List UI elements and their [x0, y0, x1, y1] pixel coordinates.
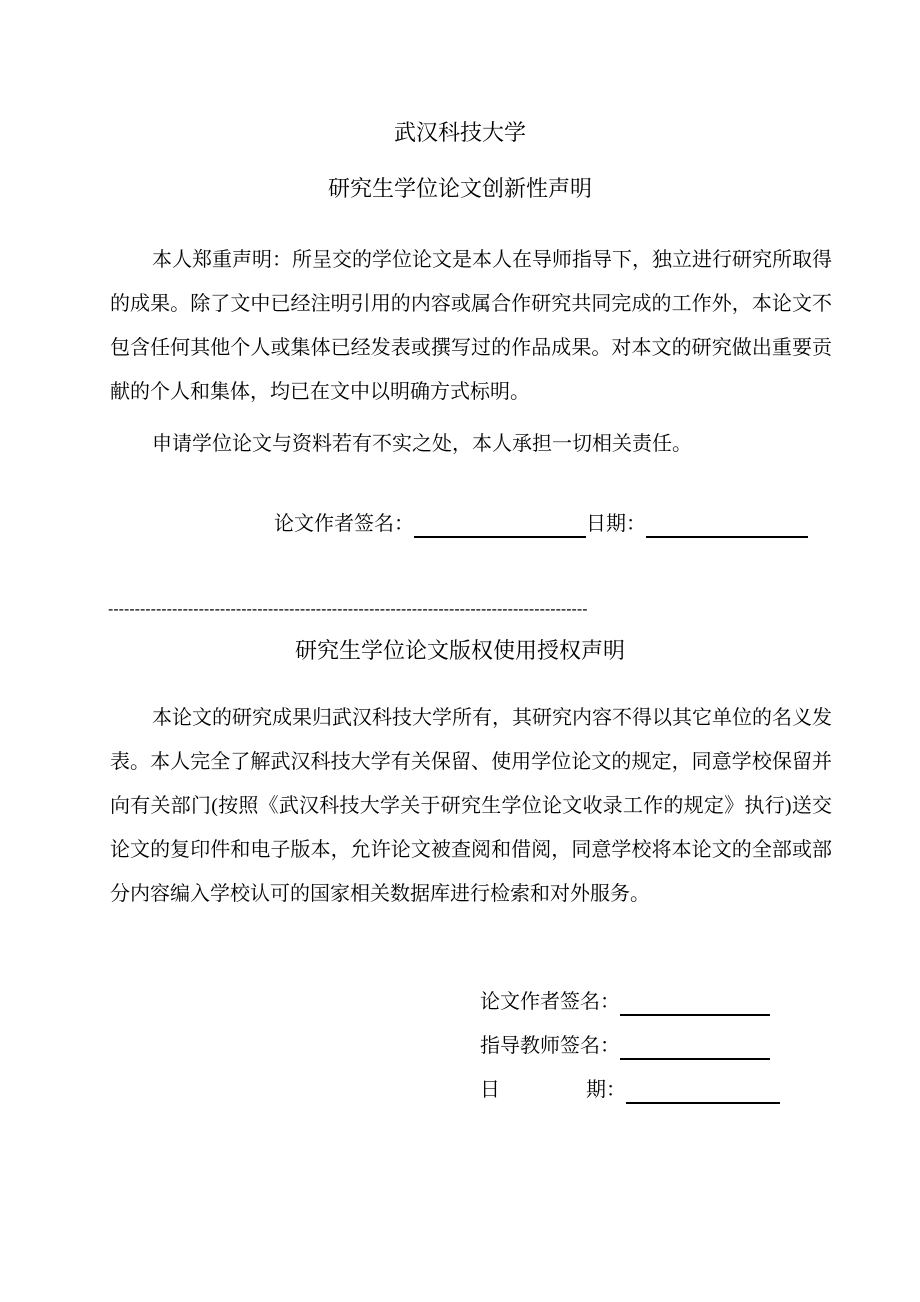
authorization-date-row [480, 1076, 780, 1104]
authorization-date-field[interactable] [626, 1080, 780, 1104]
authorization-date-label-right: 期： [586, 1079, 626, 1101]
author-signature-field[interactable] [414, 514, 586, 538]
section-divider: ------------------------------------------------------------------------------------------ [108, 601, 588, 618]
authorization-author-row [480, 988, 770, 1016]
authorization-advisor-row [480, 1032, 770, 1060]
declaration-signature-row [274, 510, 808, 538]
copyright-authorization-title: 研究生学位论文版权使用授权声明 [294, 638, 625, 663]
originality-declaration-paragraph: 本人郑重声明：所呈交的学位论文是本人在导师指导下，独立进行研究所取得的成果。除了文中已经注明引用的内容或属合作研究共同完成的工作外，本论文不包含任何其他个人或集体已经发表或撰写过的作品成果。对本文的研究做出重要贡献的个人和集体，均已在文中以明确方式标明。 [110, 249, 832, 403]
authorization-author-signature-field[interactable] [620, 992, 770, 1016]
advisor-signature-label: 指导教师签名： [480, 1035, 620, 1057]
author-signature-label: 论文作者签名： [274, 513, 414, 535]
university-name: 武汉科技大学 [393, 120, 526, 145]
authorization-author-signature-label: 论文作者签名： [480, 991, 620, 1013]
originality-declaration-title: 研究生学位论文创新性声明 [327, 176, 592, 201]
advisor-signature-field[interactable] [620, 1036, 770, 1060]
responsibility-paragraph: 申请学位论文与资料若有不实之处，本人承担一切相关责任。 [152, 433, 692, 455]
authorization-date-label-left: 日 [480, 1079, 500, 1101]
copyright-authorization-paragraph: 本论文的研究成果归武汉科技大学所有，其研究内容不得以其它单位的名义发表。本人完全了解武汉科技大学有关保留、使用学位论文的规定，同意学校保留并向有关部门(按照《武汉科技大学关于研究生学位论文收录工作的规定》执行)送交论文的复印件和电子版本，允许论文被查阅和借阅，同意学校将本论文的全部或部分内容编入学校认可的国家相关数据库进行检索和对外服务。 [110, 707, 832, 905]
date-field[interactable] [646, 514, 808, 538]
date-label: 日期： [586, 513, 646, 535]
